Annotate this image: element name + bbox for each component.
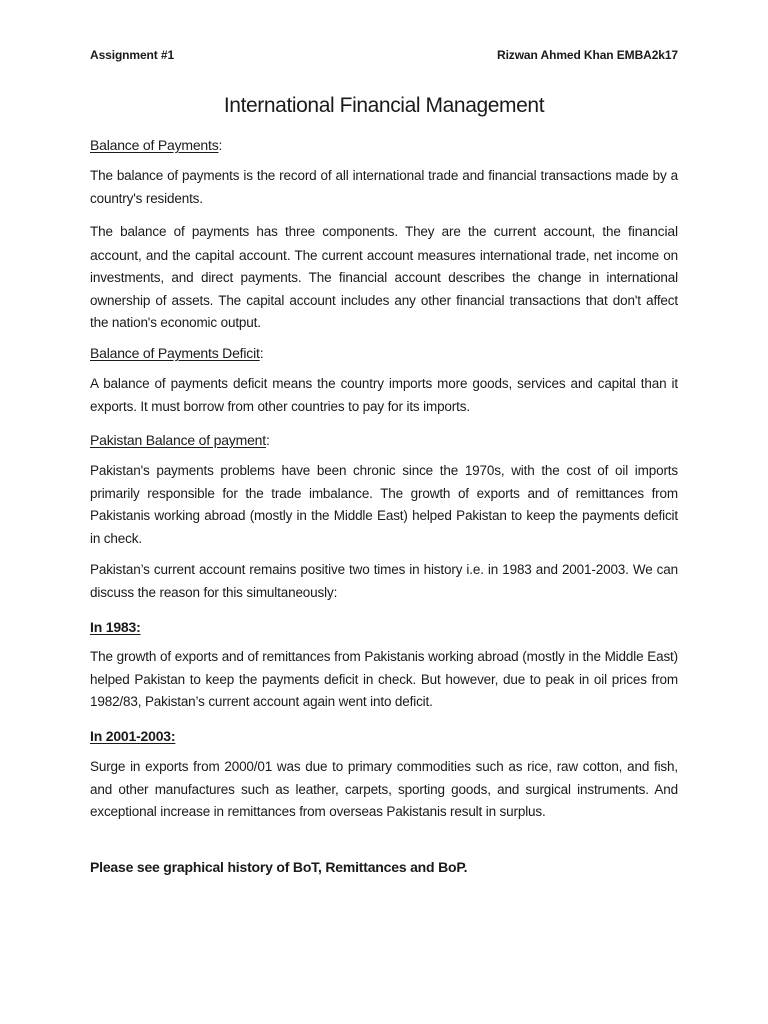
text-segment: . The current account measures international trade, net income on investments, and direct payments. The financial account describes the change in international ownership of assets. The capital account includes any other financial transactions that don't affect the nation's economic output.: [90, 247, 678, 330]
heading-bop-deficit: [90, 343, 678, 363]
term-financial-account: financial account: [90, 223, 678, 263]
heading-1983: [90, 617, 678, 637]
heading-text: In 2001-2003:: [90, 728, 176, 744]
paragraph-2001-2003: Surge in exports from 2000/01 was due to primary commodities such as rice, raw cotton, and fish, and other manufactures such as leather, carpets, sporting goods, and surgical instruments. And exceptional increase in remittances from overseas Pakistanis result in surplus.: [90, 759, 678, 819]
term-current-account: current account: [493, 223, 592, 239]
heading-balance-of-payments: [90, 135, 678, 155]
paragraph-deficit: A balance of payments deficit means the country imports more goods, services and capital than it exports. It must borrow from other countries to pay for its imports.: [90, 376, 678, 414]
heading-text: Balance of Payments Deficit: [90, 345, 260, 361]
heading-colon: :: [218, 137, 223, 153]
paragraph-bop-components: [90, 220, 678, 335]
closing-note: Please see graphical history of BoT, Remittances and BoP.: [90, 859, 468, 875]
paragraph-bop-definition: The balance of payments is the record of all international trade and financial transactions made by a country's residents.: [90, 168, 678, 206]
paragraph-1983: The growth of exports and of remittances from Pakistanis working abroad (mostly in the Middle East) helped Pakistan to keep the payments deficit in check. But however, due to peak in oil prices from 1982/83, Pakistan’s current account again went into deficit.: [90, 649, 678, 709]
text-segment: The balance of payments has three components. They are the: [90, 224, 494, 239]
author-label: Rizwan Ahmed Khan EMBA2k17: [497, 48, 678, 62]
paragraph-pakistan-history: Pakistan's payments problems have been chronic since the 1970s, with the cost of oil imports primarily responsible for the trade imbalance. The growth of exports and of remittances from Pakistanis working abroad (mostly in the Middle East) helped Pakistan to keep the payments deficit in check.: [90, 463, 678, 546]
paragraph-current-account-positive: Pakistan’s current account remains positive two times in history i.e. in 1983 and 2001-2003. We can discuss the reason for this simultaneously:: [90, 562, 678, 600]
text-segment: , the: [591, 224, 628, 239]
page-title: International Financial Management: [223, 94, 545, 117]
heading-text: In 1983:: [90, 619, 141, 635]
heading-pakistan-bop: [90, 430, 678, 450]
heading-colon: :: [265, 432, 270, 448]
page-header: [90, 48, 678, 66]
heading-text: Balance of Payments: [90, 137, 219, 153]
assignment-label: Assignment #1: [90, 48, 175, 62]
heading-text: Pakistan Balance of payment: [90, 432, 266, 448]
heading-colon: :: [259, 345, 264, 361]
text-segment: , and the: [137, 247, 195, 263]
term-capital-account: capital account: [194, 246, 287, 263]
heading-2001-2003: [90, 726, 678, 746]
